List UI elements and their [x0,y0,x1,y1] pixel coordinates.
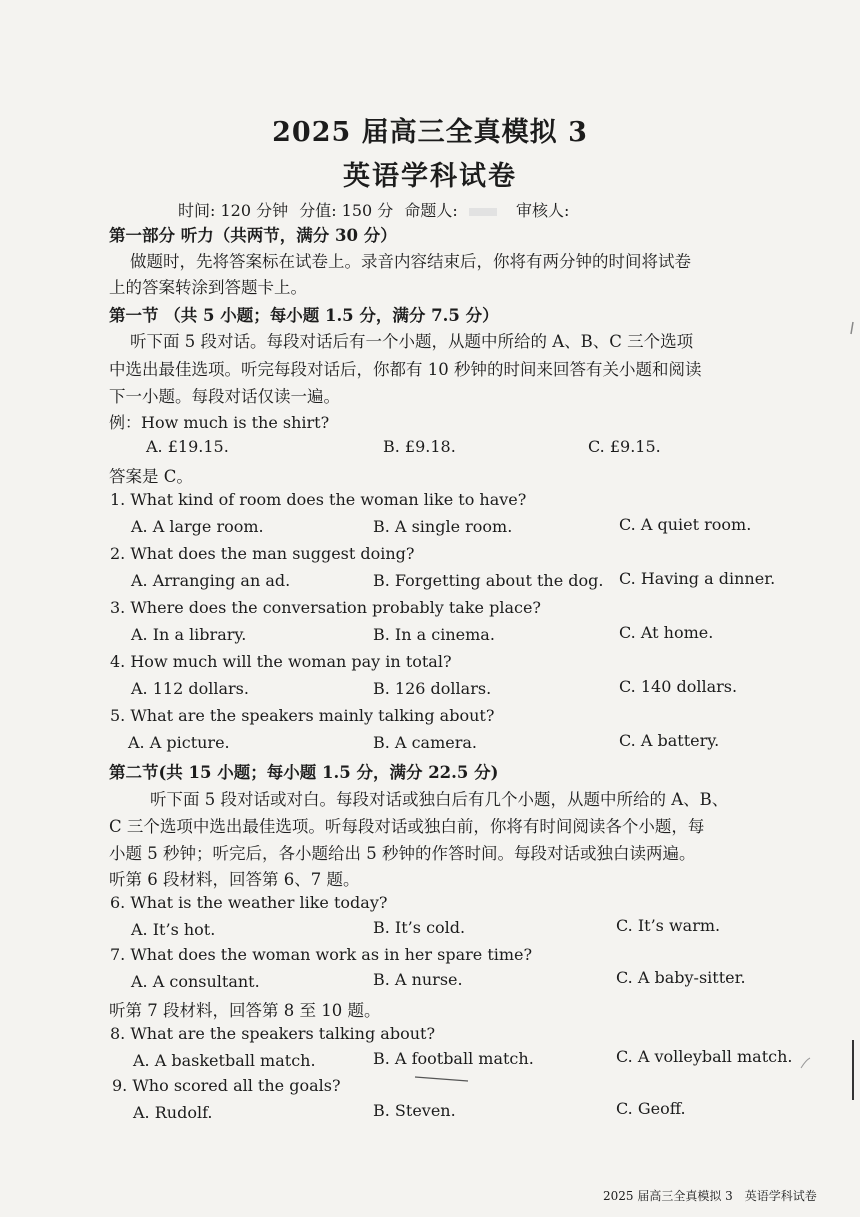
question-5: 5. What are the speakers mainly talking about? [110,706,495,725]
q5-option-b: B. A camera. [373,733,477,752]
question-8: 8. What are the speakers talking about? [110,1024,436,1043]
q4-option-a: A. 112 dollars. [131,679,249,698]
part1-intro-2: 上的答案转涂到答题卡上。 [109,278,307,297]
part1-heading: 第一部分 听力（共两节，满分 30 分） [109,226,397,245]
exam-subject-title: 英语学科试卷 [343,161,517,192]
exam-setter: 命题人: [404,201,458,220]
example-question: 例：How much is the shirt? [109,413,330,432]
example-option-a: A. £19.15. [146,437,229,456]
question-9: 9. Who scored all the goals? [112,1076,341,1095]
question-4: 4. How much will the woman pay in total? [110,652,452,671]
q2-option-b: B. Forgetting about the dog. [373,571,604,590]
section1-instr-3: 下一小题。每段对话仅读一遍。 [109,387,340,406]
q7-option-b: B. A nurse. [373,970,463,989]
q9-option-b: B. Steven. [373,1101,456,1120]
q5-option-c: C. A battery. [619,731,720,750]
q3-option-a: A. In a library. [131,625,247,644]
q9-option-c: C. Geoff. [616,1099,686,1118]
section1-instr-1: 听下面 5 段对话。每段对话后有一个小题，从题中所给的 A、B、C 三个选项 [130,332,694,351]
q6-option-a: A. It’s hot. [131,920,216,939]
section2-instr-3: 小题 5 秒钟；听完后，各小题给出 5 秒钟的作答时间。每段对话或独白读两遍。 [109,844,696,863]
q6-option-b: B. It’s cold. [373,918,466,937]
example-answer: 答案是 C。 [109,467,193,486]
q1-option-a: A. A large room. [131,517,264,536]
pencil-mark [801,1058,810,1068]
section1-heading: 第一节 （共 5 小题；每小题 1.5 分，满分 7.5 分） [109,306,499,325]
exam-title: 2025 届高三全真模拟 3 [272,117,588,148]
q3-option-c: C. At home. [619,623,714,642]
q8-option-b: B. A football match. [373,1049,534,1068]
exam-reviewer: 审核人: [516,201,570,220]
q6-option-c: C. It’s warm. [616,916,721,935]
question-6: 6. What is the weather like today? [110,893,388,912]
q2-option-c: C. Having a dinner. [619,569,776,588]
section2-heading: 第二节(共 15 小题；每小题 1.5 分，满分 22.5 分) [109,763,499,782]
part1-intro-1: 做题时，先将答案标在试卷上。录音内容结束后，你将有两分钟的时间将试卷 [130,252,691,271]
question-3: 3. Where does the conversation probably take place? [110,598,541,617]
pen-stroke-mark [415,1077,468,1081]
page-footer: 2025 届高三全真模拟 3 英语学科试卷 [603,1189,817,1203]
q9-option-a: A. Rudolf. [133,1103,213,1122]
q1-option-c: C. A quiet room. [619,515,752,534]
q7-option-a: A. A consultant. [131,972,260,991]
q3-option-b: B. In a cinema. [373,625,495,644]
question-2: 2. What does the man suggest doing? [110,544,415,563]
q1-option-b: B. A single room. [373,517,513,536]
question-1: 1. What kind of room does the woman like to have? [110,490,527,509]
q2-option-a: A. Arranging an ad. [131,571,291,590]
q8-option-a: A. A basketball match. [133,1051,316,1070]
section2-instr-2: C 三个选项中选出最佳选项。听每段对话或独白前，你将有时间阅读各个小题，每 [109,817,705,836]
question-7: 7. What does the woman work as in her spare time? [110,945,533,964]
section2-instr-1: 听下面 5 段对话或对白。每段对话或独白后有几个小题，从题中所给的 A、B、 [150,790,729,809]
edge-tick-mark [851,322,853,334]
example-option-b: B. £9.18. [383,437,456,456]
section1-instr-2: 中选出最佳选项。听完每段对话后，你都有 10 秒钟的时间来回答有关小题和阅读 [109,360,702,379]
example-option-c: C. £9.15. [588,437,661,456]
exam-score: 分值: 150 分 [299,201,394,220]
exam-time: 时间: 120 分钟 [178,201,289,220]
material-6-instruction: 听第 6 段材料，回答第 6、7 题。 [109,870,360,889]
q7-option-c: C. A baby-sitter. [616,968,746,987]
material-7-instruction: 听第 7 段材料，回答第 8 至 10 题。 [109,1001,381,1020]
q8-option-c: C. A volleyball match. [616,1047,793,1066]
q5-option-a: A. A picture. [128,733,230,752]
q4-option-c: C. 140 dollars. [619,677,738,696]
q4-option-b: B. 126 dollars. [373,679,492,698]
